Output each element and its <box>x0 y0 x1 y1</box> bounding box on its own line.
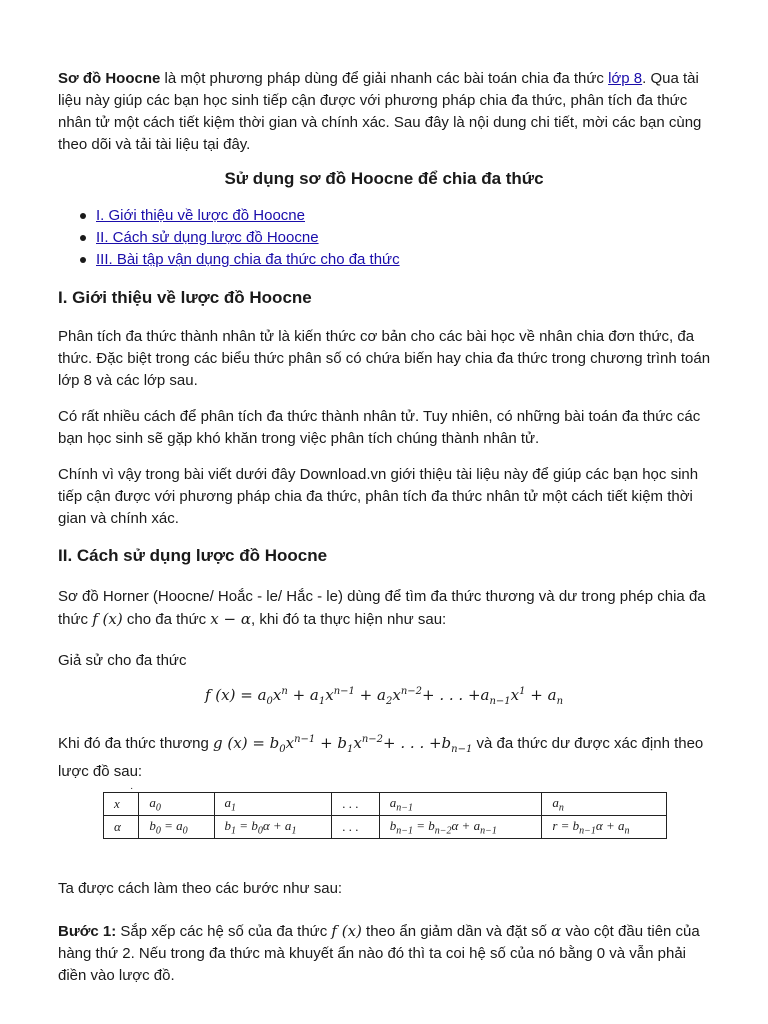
table-cell: $a_0$ <box>139 793 214 816</box>
toc-item <box>78 227 400 249</box>
table-of-contents <box>78 205 400 271</box>
step1-paragraph <box>58 920 716 987</box>
toc-link-1[interactable]: I. Giới thiệu về lược đồ Hoocne <box>96 207 305 224</box>
toc-item <box>78 249 400 271</box>
math-fx: f (x) <box>92 610 123 628</box>
table-row <box>104 816 667 839</box>
table-cell: $a_n$ <box>542 793 667 816</box>
section1-paragraph-1: Phân tích đa thức thành nhân tử là kiến thức cơ bản cho các bài học về nhân chia đơn thức, đa thức. Đặc biệt trong các biểu thức phân số có chứa biến hay chia đa thức trong chương trình toán lớp 8 và các lớp sau. <box>58 328 711 389</box>
section2-paragraph-2: Giả sử cho đa thức <box>58 652 187 669</box>
text: vào cột đầu tiên của hàng thứ 2. Nếu trong đa thức mà khuyết ẩn nào đó thì ta coi hệ số của nó bằng 0 và vẫn phải điền vào lược đồ. <box>58 923 700 984</box>
section1-heading: I. Giới thiệu về lược đồ Hoocne <box>58 288 312 307</box>
table-cell: $b_0 = a_0$ <box>139 816 214 839</box>
quotient-formula: g $(x) = b_0x^{n-1} + b_1x^{n-2}+$ . . . $+b_{n-1}$ <box>213 734 473 755</box>
toc-item <box>78 205 400 227</box>
text: theo ẩn giảm dần và đặt số <box>361 923 552 940</box>
text: , khi đó ta thực hiện như sau: <box>251 611 447 628</box>
math-fx: f (x) <box>331 922 362 940</box>
text: cho đa thức <box>122 611 211 628</box>
horner-table <box>103 792 667 839</box>
stray-dot: · <box>130 783 134 794</box>
step1-label: Bước 1: <box>58 923 117 940</box>
section2-paragraph-4: Ta được cách làm theo các bước như sau: <box>58 880 343 897</box>
intro-text-rest: . Qua tài liệu này giúp các bạn học sinh tiếp cận được với phương pháp chia đa thức, phân tích đa thức nhân tử một cách tiết kiệm thời gian và chính xác. Sau đây là nội dung chi tiết, mời các bạn cùng theo dõi và tải tài liệu tại đây. <box>58 70 702 153</box>
grade8-link[interactable]: lớp 8 <box>608 70 643 87</box>
section1-paragraph-2: Có rất nhiều cách để phân tích đa thức thành nhân tử. Tuy nhiên, có những bài toán đa thức các bạn học sinh sẽ gặp khó khăn trong việc phân tích chúng thành nhân tử. <box>58 408 701 447</box>
table-cell: . . . <box>332 793 379 816</box>
table-cell: . . . <box>332 816 379 839</box>
text: và đa thức dư được xác định theo lược đồ sau: <box>58 735 704 780</box>
table-cell: x <box>104 793 139 816</box>
text: Sơ đồ Horner (Hoocne/ Hoắc - le/ Hắc - le) dùng để tìm đa thức thương và dư trong phép chia đa thức <box>58 588 706 628</box>
text: Sắp xếp các hệ số của đa thức <box>116 923 332 940</box>
polynomial-formula: f $(x) = a_0x^n + a_1x^{n-1} + a_2x^{n-2}+$ . . . $+a_{n-1}x^1 + a_n$ <box>204 686 564 707</box>
table-cell: $a_{n-1}$ <box>379 793 542 816</box>
toc-link-2[interactable]: II. Cách sử dụng lược đồ Hoocne <box>96 229 319 246</box>
table-cell: $b_1 = b_0\alpha + a_1$ <box>214 816 332 839</box>
table-cell: $a_1$ <box>214 793 332 816</box>
main-title: Sử dụng sơ đồ Hoocne để chia đa thức <box>224 169 544 188</box>
intro-text: là một phương pháp dùng để giải nhanh các bài toán chia đa thức <box>160 70 609 87</box>
table-cell: $b_{n-1} = b_{n-2}\alpha + a_{n-1}$ <box>379 816 542 839</box>
toc-link-3[interactable]: III. Bài tập vận dụng chia đa thức cho đa thức <box>96 251 400 268</box>
section2-paragraph-1 <box>58 586 716 631</box>
table-row <box>104 793 667 816</box>
intro-paragraph <box>58 68 716 156</box>
table-cell: $r = b_{n-1}\alpha + a_n$ <box>542 816 667 839</box>
table-cell: α <box>104 816 139 839</box>
section2-paragraph-3 <box>58 729 716 783</box>
text: Khi đó đa thức thương <box>58 735 214 752</box>
math-alpha: α <box>551 922 562 940</box>
intro-bold: Sơ đồ Hoocne <box>58 70 161 87</box>
math-x-minus-alpha: x − α <box>210 610 251 628</box>
section1-paragraph-3: Chính vì vậy trong bài viết dưới đây Download.vn giới thiệu tài liệu này để giúp các bạn học sinh tiếp cận được với phương pháp chia đa thức, phân tích đa thức nhân tử một cách tiết kiệm thời gian và chính xác. <box>58 466 699 527</box>
section2-heading: II. Cách sử dụng lược đồ Hoocne <box>58 546 328 565</box>
